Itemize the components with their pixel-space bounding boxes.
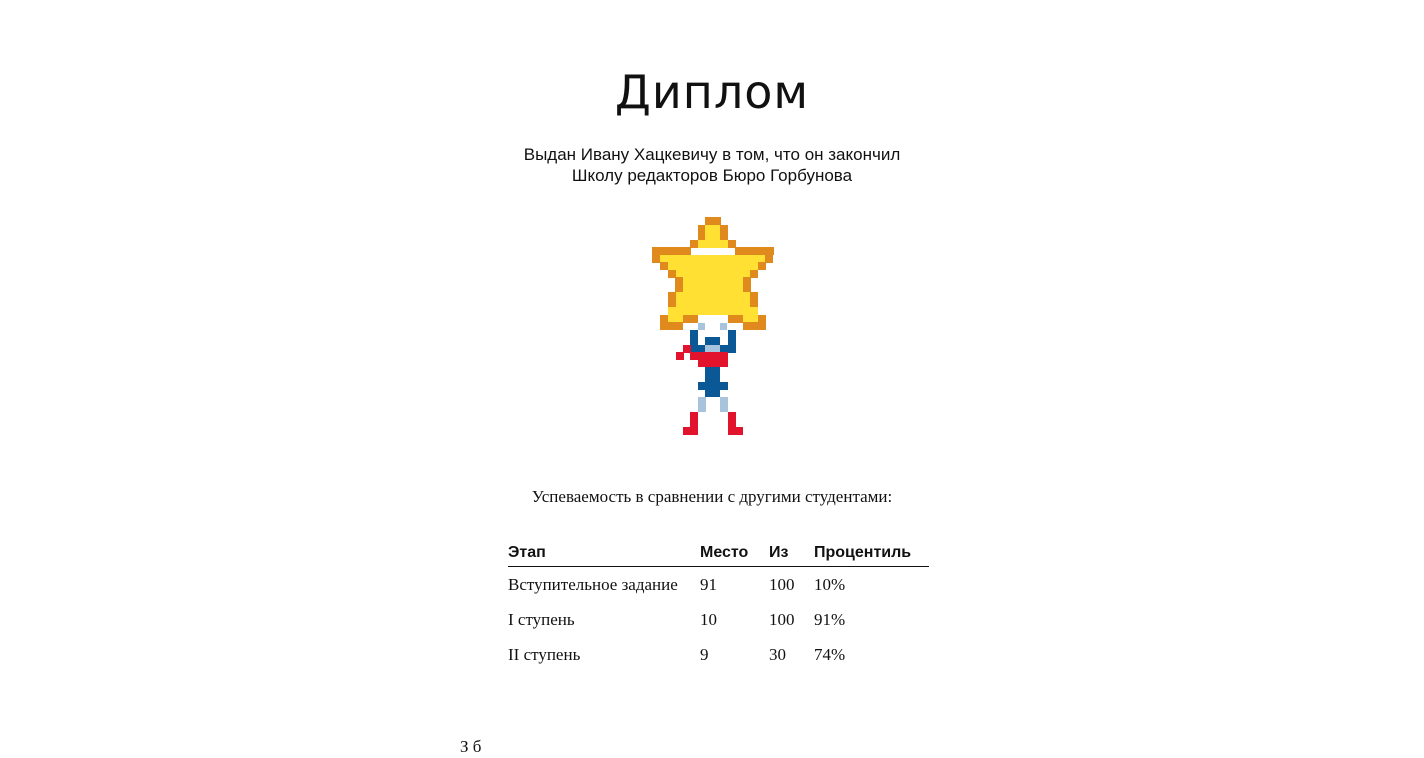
cell-place: 10: [700, 609, 717, 629]
performance-caption: Успеваемость в сравнении с другими студентами:: [531, 487, 893, 506]
cell-stage: I ступень: [508, 609, 575, 629]
cell-percentile: 74%: [814, 644, 846, 664]
column-header-place: Место: [700, 538, 769, 567]
person-boots: [683, 412, 743, 435]
cell-place: 9: [700, 644, 709, 664]
subtitle-line-1: Выдан Ивану Хацкевичу в том, что он закончил: [523, 145, 901, 164]
cut-off-footer-text: З б: [460, 737, 482, 756]
column-header-stage: Этап: [508, 538, 700, 567]
table-header-row: [508, 538, 929, 567]
cell-of: 100: [769, 609, 795, 629]
cell-percentile: 10%: [814, 574, 846, 594]
table-row: [508, 602, 929, 637]
pixel-person-holding-star-icon: [652, 217, 774, 437]
cell-stage: Вступительное задание: [508, 574, 678, 594]
cell-percentile: 91%: [814, 609, 846, 629]
subtitle-line-2: Школу редакторов Бюро Горбунова: [571, 166, 853, 185]
table-row: [508, 567, 929, 603]
table-row: [508, 637, 929, 672]
cell-place: 91: [700, 574, 717, 594]
diploma-subtitle: [0, 144, 1424, 186]
cell-of: 30: [769, 644, 786, 664]
cell-stage: II ступень: [508, 644, 581, 664]
cell-of: 100: [769, 574, 795, 594]
column-header-of: Из: [769, 538, 814, 567]
page-title: Диплом: [614, 65, 810, 119]
performance-table: [508, 538, 929, 672]
column-header-percentile: Процентиль: [814, 538, 929, 567]
